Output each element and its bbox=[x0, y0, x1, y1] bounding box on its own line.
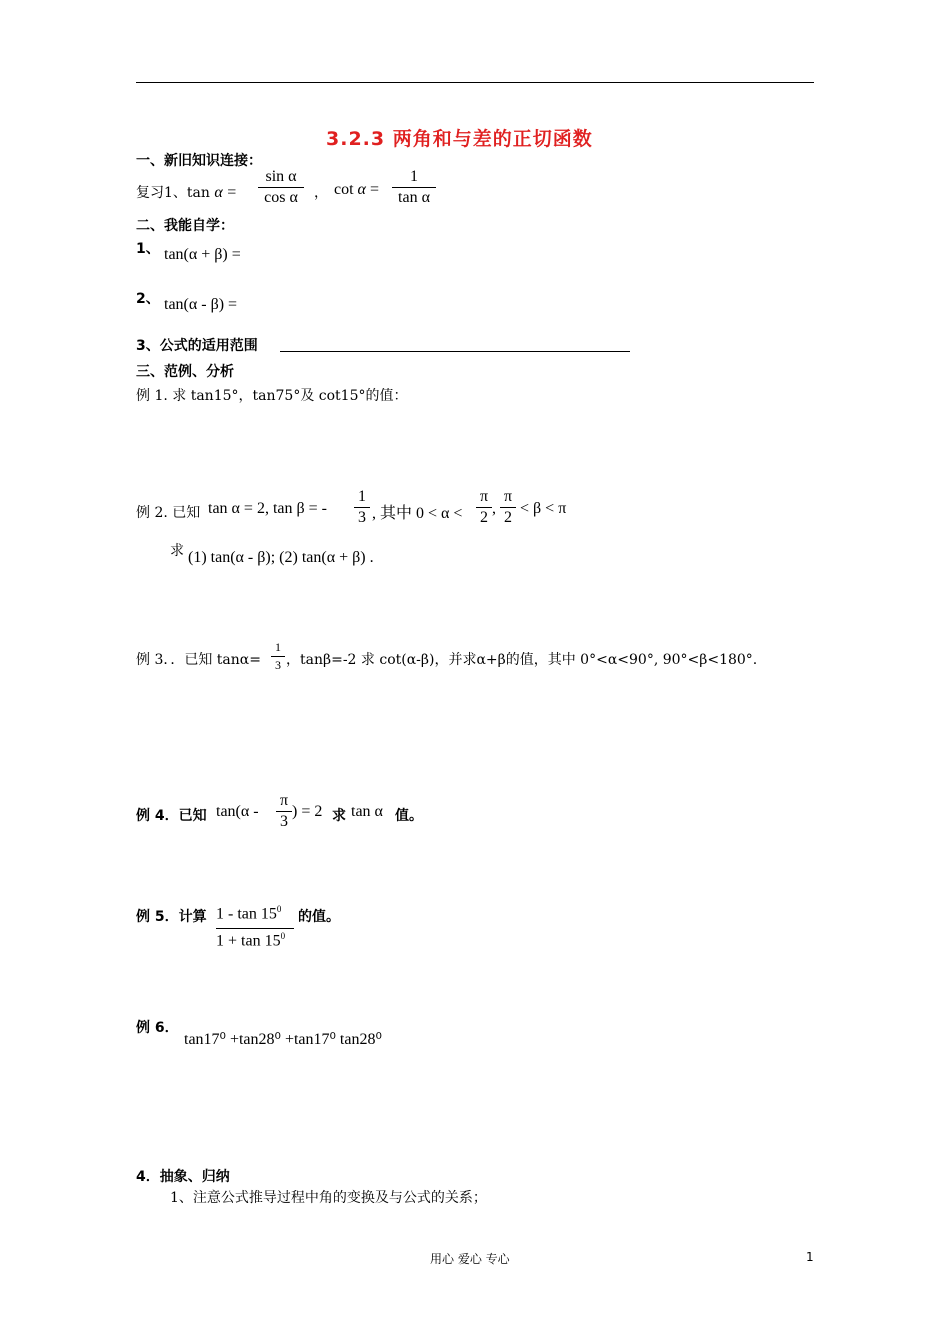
review-f1-den: cos α bbox=[264, 189, 298, 206]
example-2-pi-over-2-b bbox=[500, 488, 516, 527]
self-study-item-1-formula: tan(α + β) = bbox=[164, 246, 241, 263]
fraction-bar bbox=[354, 507, 370, 508]
example-4-three: 3 bbox=[280, 813, 288, 830]
fraction-bar bbox=[392, 187, 436, 188]
example-4-formula-a: tan(α - bbox=[216, 803, 259, 820]
self-study-item-3-label: 3、公式的适用范围 bbox=[136, 338, 258, 354]
page-number: 1 bbox=[806, 1250, 814, 1264]
example-2-comma: , bbox=[492, 500, 496, 517]
example-5-den-deg: 0 bbox=[280, 931, 286, 941]
review-f2-num: 1 bbox=[410, 168, 418, 185]
example-2-two-b: 2 bbox=[504, 509, 512, 526]
review-sep: ， bbox=[314, 185, 328, 201]
review-cot-label: cot bbox=[334, 181, 354, 198]
example-2-range: , 其中 0 < α < bbox=[372, 505, 463, 522]
example-5-numerator bbox=[216, 904, 281, 923]
example-3-label: 例 3．．已知 tanα= bbox=[136, 652, 261, 668]
example-6-label: 例 6． bbox=[136, 1020, 179, 1036]
example-6-formula: tan17⁰ +tan28⁰ +tan17⁰ tan28⁰ bbox=[184, 1031, 382, 1048]
example-2-condition: tan α = 2, tan β = - bbox=[208, 500, 327, 517]
example-2-range-2: < β < π bbox=[520, 500, 567, 517]
example-5-den-text: 1 + tan 15 bbox=[216, 932, 281, 950]
example-5-num-deg: 0 bbox=[276, 904, 282, 914]
example-1: 例 1. 求 tan15°，tan75°及 cot15°的值： bbox=[136, 388, 408, 404]
example-3-f-den: 3 bbox=[275, 658, 281, 672]
example-2-fraction bbox=[354, 488, 370, 527]
example-2-parts: (1) tan(α - β); (2) tan(α + β) . bbox=[188, 549, 374, 566]
fraction-bar bbox=[476, 507, 492, 508]
example-3-rest: ，tanβ=-2 求 cot(α-β)，并求α+β的值，其中 0°<α<90°, 90°<β<180°. bbox=[286, 652, 758, 668]
footer-text: 用心 爱心 专心 bbox=[430, 1252, 510, 1266]
example-4-formula-b: ) = 2 bbox=[292, 803, 323, 820]
section-heading-1: 一、新旧知识连接： bbox=[136, 153, 262, 169]
section-heading-2: 二、我能自学： bbox=[136, 218, 234, 234]
self-study-item-2-label: 2、 bbox=[136, 291, 160, 307]
fraction-bar bbox=[276, 811, 292, 812]
example-3-fraction bbox=[271, 640, 285, 673]
example-4-pi: π bbox=[279, 792, 289, 809]
example-2-label: 例 2. 已知 bbox=[136, 505, 201, 521]
answer-blank[interactable] bbox=[280, 340, 630, 352]
review-f1-num: sin α bbox=[265, 168, 297, 185]
review-f2-den: tan α bbox=[398, 189, 430, 206]
summary-item-1: 1、注意公式推导过程中角的变换及与公式的关系； bbox=[170, 1190, 487, 1206]
fraction-bar bbox=[271, 656, 285, 657]
review-fraction-1 bbox=[258, 168, 304, 207]
review-alpha-1: α bbox=[214, 184, 223, 201]
example-2-f-den: 3 bbox=[358, 509, 366, 526]
fraction-bar bbox=[500, 507, 516, 508]
fraction-bar bbox=[216, 928, 294, 929]
example-2-pi-b: π bbox=[503, 488, 513, 505]
example-5-num-text: 1 - tan 15 bbox=[216, 905, 277, 923]
example-5-end: 的值。 bbox=[298, 909, 340, 925]
example-2-f-num: 1 bbox=[358, 488, 366, 505]
self-study-item-2-formula: tan(α - β) = bbox=[164, 296, 238, 313]
example-4-end: 值。 bbox=[395, 808, 423, 824]
fraction-bar bbox=[258, 187, 304, 188]
example-5-label: 例 5．计算 bbox=[136, 909, 207, 925]
example-2-two-a: 2 bbox=[480, 509, 488, 526]
page-title: 3.2.3 两角和与差的正切函数 bbox=[326, 128, 593, 150]
example-2-pi-a: π bbox=[479, 488, 489, 505]
example-4-ask: 求 bbox=[332, 808, 346, 824]
section-heading-3: 三、范例、分析 bbox=[136, 364, 234, 380]
review-fraction-2 bbox=[392, 168, 436, 207]
review-eq-2: = bbox=[369, 181, 379, 198]
review-label: 复习1、tan bbox=[136, 185, 210, 201]
self-study-item-1-label: 1、 bbox=[136, 241, 160, 257]
header-rule bbox=[136, 82, 814, 83]
review-prefix bbox=[136, 182, 236, 202]
example-5-denominator bbox=[216, 931, 285, 950]
review-alpha-2: α bbox=[357, 181, 366, 198]
example-3-f-num: 1 bbox=[275, 640, 281, 654]
example-4-label: 例 4．已知 bbox=[136, 808, 207, 824]
example-4-pi-over-3 bbox=[276, 792, 292, 831]
example-2-pi-over-2-a bbox=[476, 488, 492, 527]
review-eq-1: = bbox=[227, 184, 237, 201]
section-heading-4: 4．抽象、归纳 bbox=[136, 1169, 230, 1185]
example-2-ask: 求 bbox=[170, 543, 184, 559]
review-cot bbox=[334, 181, 379, 199]
example-4-tan: tan α bbox=[351, 803, 383, 820]
